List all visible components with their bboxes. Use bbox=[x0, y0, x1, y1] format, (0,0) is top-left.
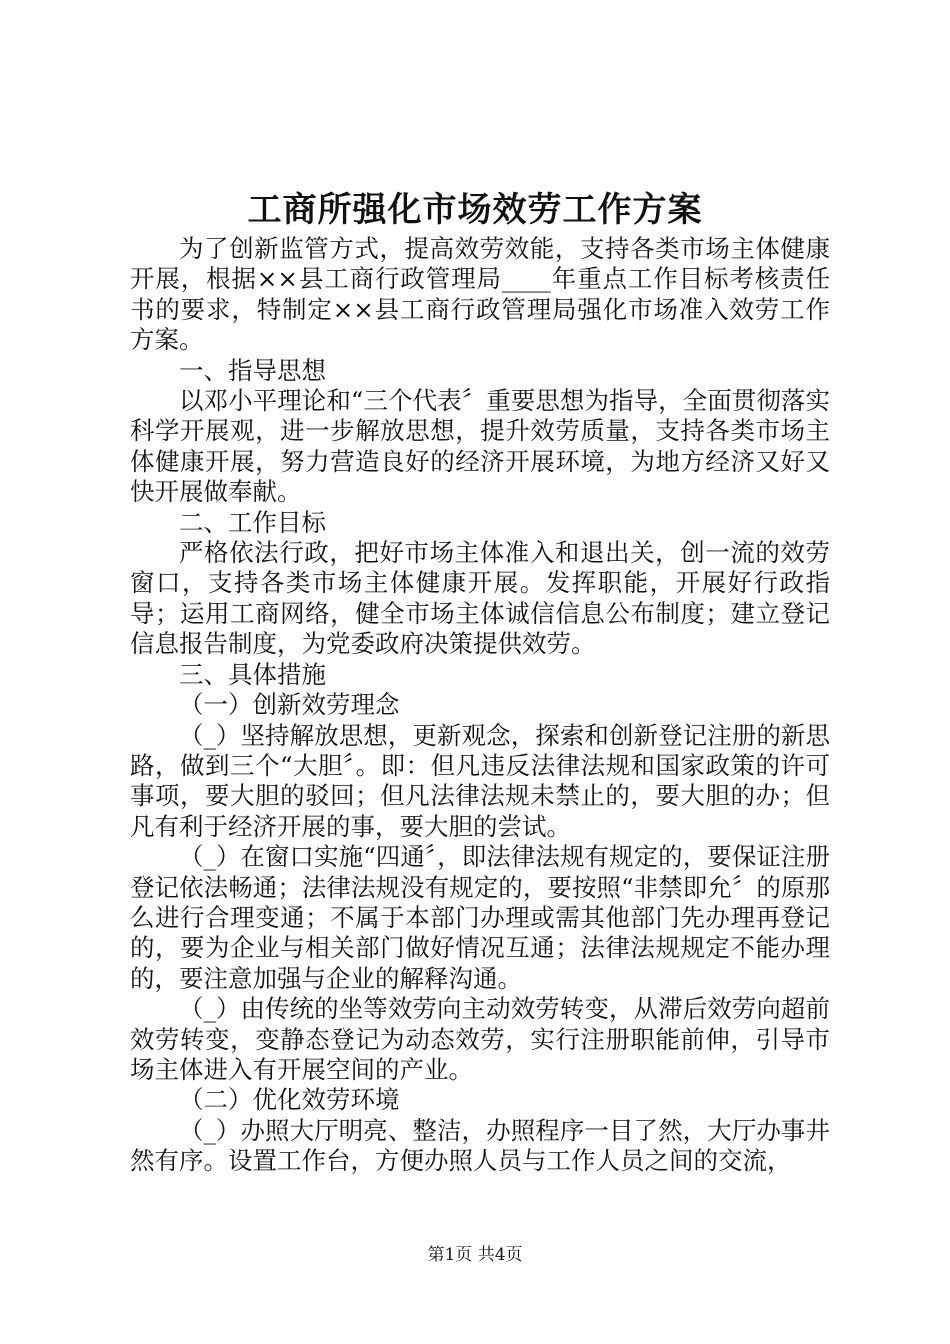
page-number-footer: 第1页 共4页 bbox=[427, 1245, 523, 1265]
intro-paragraph: 为了创新监管方式，提高效劳效能，支持各类市场主体健康开展，根据××县工商行政管理局____年重点工作目标考核责任书的要求，特制定××县工商行政管理局强化市场准入效劳工作方案。 bbox=[130, 234, 830, 355]
document-body bbox=[130, 234, 830, 1177]
measure-paragraph: （_）在窗口实施“四通〞，即法律法规有规定的，要保证注册登记依法畅通；法律法规没有规定的，要按照“非禁即允〞的原那么进行合理变通；不属于本部门办理或需其他部门先办理再登记的，要为企业与相关部门做好情况互通；法律法规规定不能办理的，要注意加强与企业的解释沟通。 bbox=[130, 842, 830, 993]
section-heading-specific-measures: 三、具体措施 bbox=[179, 659, 326, 689]
subsection-heading-optimize-environment: （二）优化效劳环境 bbox=[179, 1085, 400, 1115]
subsection-heading-innovate-service: （一）创新效劳理念 bbox=[179, 690, 400, 720]
work-goals-paragraph: 严格依法行政，把好市场主体准入和退出关，创一流的效劳窗口，支持各类市场主体健康开展。发挥职能，开展好行政指导；运用工商网络，健全市场主体诚信信息公布制度；建立登记信息报告制度，为党委政府决策提供效劳。 bbox=[130, 538, 830, 659]
guiding-ideology-paragraph: 以邓小平理论和“三个代表〞重要思想为指导，全面贯彻落实科学开展观，进一步解放思想，提升效劳质量，支持各类市场主体健康开展，努力营造良好的经济开展环境，为地方经济又好又快开展做奉献。 bbox=[130, 386, 830, 507]
measure-paragraph: （_）坚持解放思想，更新观念，探索和创新登记注册的新思路，做到三个“大胆〞。即：但凡违反法律法规和国家政策的许可事项，要大胆的驳回；但凡法律法规未禁止的，要大胆的办；但凡有利于经济开展的事，要大胆的尝试。 bbox=[130, 720, 830, 841]
section-heading-work-goals: 二、工作目标 bbox=[179, 507, 326, 537]
document-title: 工商所强化市场效劳工作方案 bbox=[247, 190, 703, 230]
measure-paragraph: （_）办照大厅明亮、整洁，办照程序一目了然，大厅办事井然有序。设置工作台，方便办照人员与工作人员之间的交流， bbox=[130, 1115, 830, 1176]
section-heading-guiding-ideology: 一、指导思想 bbox=[179, 355, 326, 385]
measure-paragraph: （_）由传统的坐等效劳向主动效劳转变，从滞后效劳向超前效劳转变，变静态登记为动态效劳，实行注册职能前伸，引导市场主体进入有开展空间的产业。 bbox=[130, 994, 830, 1084]
